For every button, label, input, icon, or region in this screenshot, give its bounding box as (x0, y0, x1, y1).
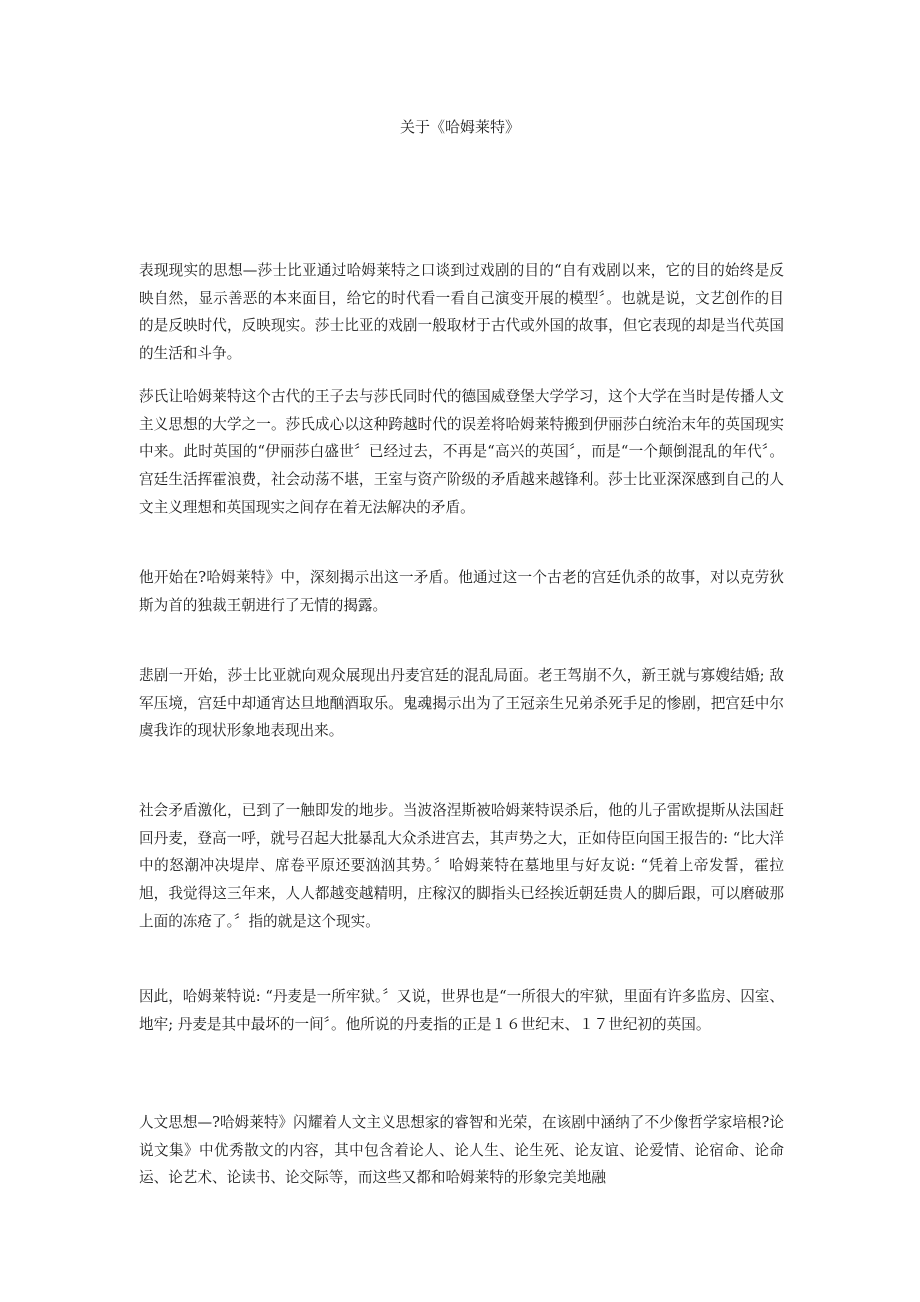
paragraph-realism: 表现现实的思想—莎士比亚通过哈姆莱特之口谈到过戏剧的目的“自有戏剧以来，它的目的始终是反映自然，显示善恶的本来面目，给它的时代看一看自己演变开展的模型〞。也就是说，文艺创作的目的是反映时代，反映现实。莎士比亚的戏剧一般取材于古代或外国的故事，但它表现的却是当代英国的生活和斗争。 (139, 262, 784, 363)
paragraph-social-conflict: 社会矛盾激化，已到了一触即发的地步。当波洛涅斯被哈姆莱特误杀后，他的儿子雷欧提斯从法国赶回丹麦，登高一呼，就号召起大批暴乱大众杀进宫去，其声势之大，正如侍臣向国王报告的: “比大洋中的怒潮冲决堤岸、席卷平原还要汹汹其势。〞哈姆莱特在墓地里与好友说: “凭着上帝发誓，霍拉旭，我觉得这三年来，人人都越变越精明，庄稼汉的脚指头已经挨近朝廷贵人的脚后跟，可以磨破那上面的冻疮了。〞指的就是这个现实。 (139, 802, 784, 930)
paragraph-contradiction: 他开始在?哈姆莱特》中，深刻揭示出这一矛盾。他通过这一个古老的宫廷仇杀的故事，对以克劳狄斯为首的独裁王朝进行了无情的揭露。 (139, 569, 784, 614)
document-title: 关于《哈姆莱特》 (399, 118, 520, 136)
paragraph-humanism: 人文思想—?哈姆莱特》闪耀着人文主义思想家的睿智和光荣，在该剧中涵纳了不少像哲学家培根?论说文集》中优秀散文的内容，其中包含着论人、论人生、论生死、论友谊、论爱情、论宿命、论命运、论艺术、论读书、论交际等，而这些又都和哈姆莱特的形象完美地融 (139, 1114, 784, 1187)
paragraph-court-chaos: 悲剧一开始，莎士比亚就向观众展现出丹麦宫廷的混乱局面。老王驾崩不久，新王就与寡嫂结婚; 敌军压境，宫廷中却通宵达旦地酗酒取乐。鬼魂揭示出为了王冠亲生兄弟杀死手足的惨剧，把宫廷中尔虞我诈的现状形象地表现出来。 (139, 667, 784, 740)
paragraph-prison: 因此，哈姆莱特说: “丹麦是一所牢狱。〞又说，世界也是“一所很大的牢狱，里面有许多监房、囚室、地牢; 丹麦是其中最坏的一间〞。他所说的丹麦指的正是１６世纪末、１７世纪初的英国。 (139, 988, 784, 1033)
paragraph-wittenberg: 莎氏让哈姆莱特这个古代的王子去与莎氏同时代的德国威登堡大学学习，这个大学在当时是传播人文主义思想的大学之一。莎氏成心以这种跨越时代的误差将哈姆莱特搬到伊丽莎白统治末年的英国现实中来。此时英国的“伊丽莎白盛世〞已经过去，不再是“高兴的英国〞，而是“一个颠倒混乱的年代〞。宫廷生活挥霍浪费，社会动荡不堪，王室与资产阶级的矛盾越来越锋利。莎士比亚深深感到自己的人文主义理想和英国现实之间存在着无法解决的矛盾。 (139, 388, 784, 516)
